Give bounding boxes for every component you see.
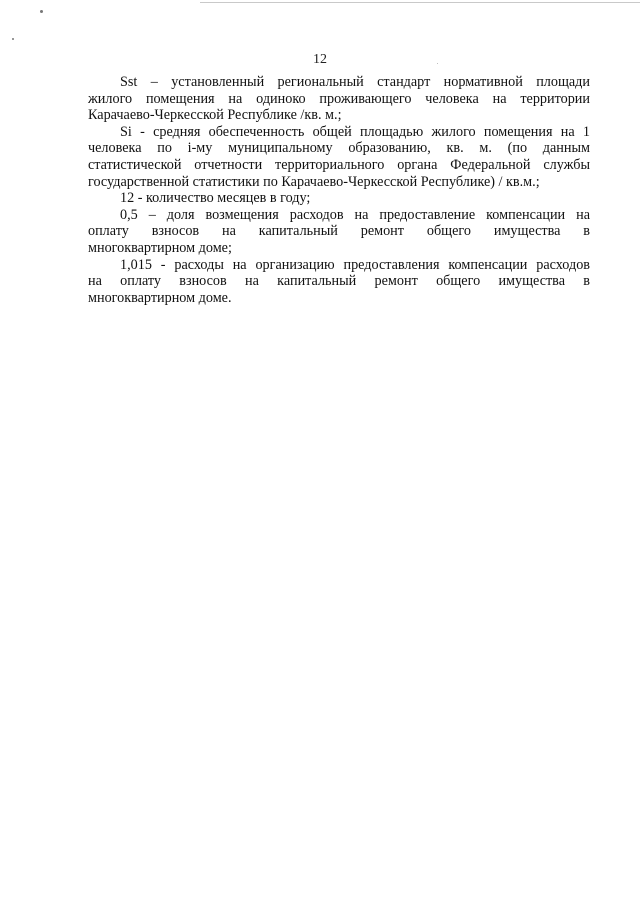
paragraph-si-definition — [88, 124, 590, 190]
text-line: 12 - количество месяцев в году; — [120, 190, 311, 207]
text-line: жилого помещения на одиноко проживающего человека на территории — [88, 90, 590, 107]
text-line: Карачаево-Черкесской Республике /кв. м.; — [88, 107, 342, 124]
text-line: на оплату взносов на капитальный ремонт общего имущества в — [88, 273, 590, 290]
scan-speck — [40, 10, 43, 13]
paragraph-compensation-share — [88, 207, 590, 257]
text-line: человека по i-му муниципальному образованию, кв. м. (по данным — [88, 140, 590, 157]
text-line: Sst – установленный региональный стандарт нормативной площади — [120, 74, 590, 90]
text-line: 0,5 – доля возмещения расходов на предоставление компенсации на — [120, 206, 590, 223]
text-line: многоквартирном доме; — [88, 239, 232, 256]
paragraph-organization-costs — [88, 257, 590, 307]
paragraph-months — [88, 190, 590, 207]
text-line: 1,015 - расходы на организацию предоставления компенсации расходов — [120, 256, 590, 273]
page-number: 12 — [313, 52, 327, 67]
text-line: оплату взносов на капитальный ремонт общего имущества в — [88, 223, 590, 240]
text-line: многоквартирном доме. — [88, 289, 232, 306]
text-line: статистической отчетности территориального органа Федеральной службы — [88, 156, 590, 173]
text-line: Si - средняя обеспеченность общей площадью жилого помещения на 1 — [120, 123, 590, 140]
document-body — [88, 74, 590, 306]
paragraph-sst-definition — [88, 74, 590, 124]
text-line: государственной статистики по Карачаево-Черкесской Республике) / кв.м.; — [88, 173, 540, 190]
scan-top-edge — [200, 2, 640, 3]
scan-speck — [12, 38, 14, 40]
